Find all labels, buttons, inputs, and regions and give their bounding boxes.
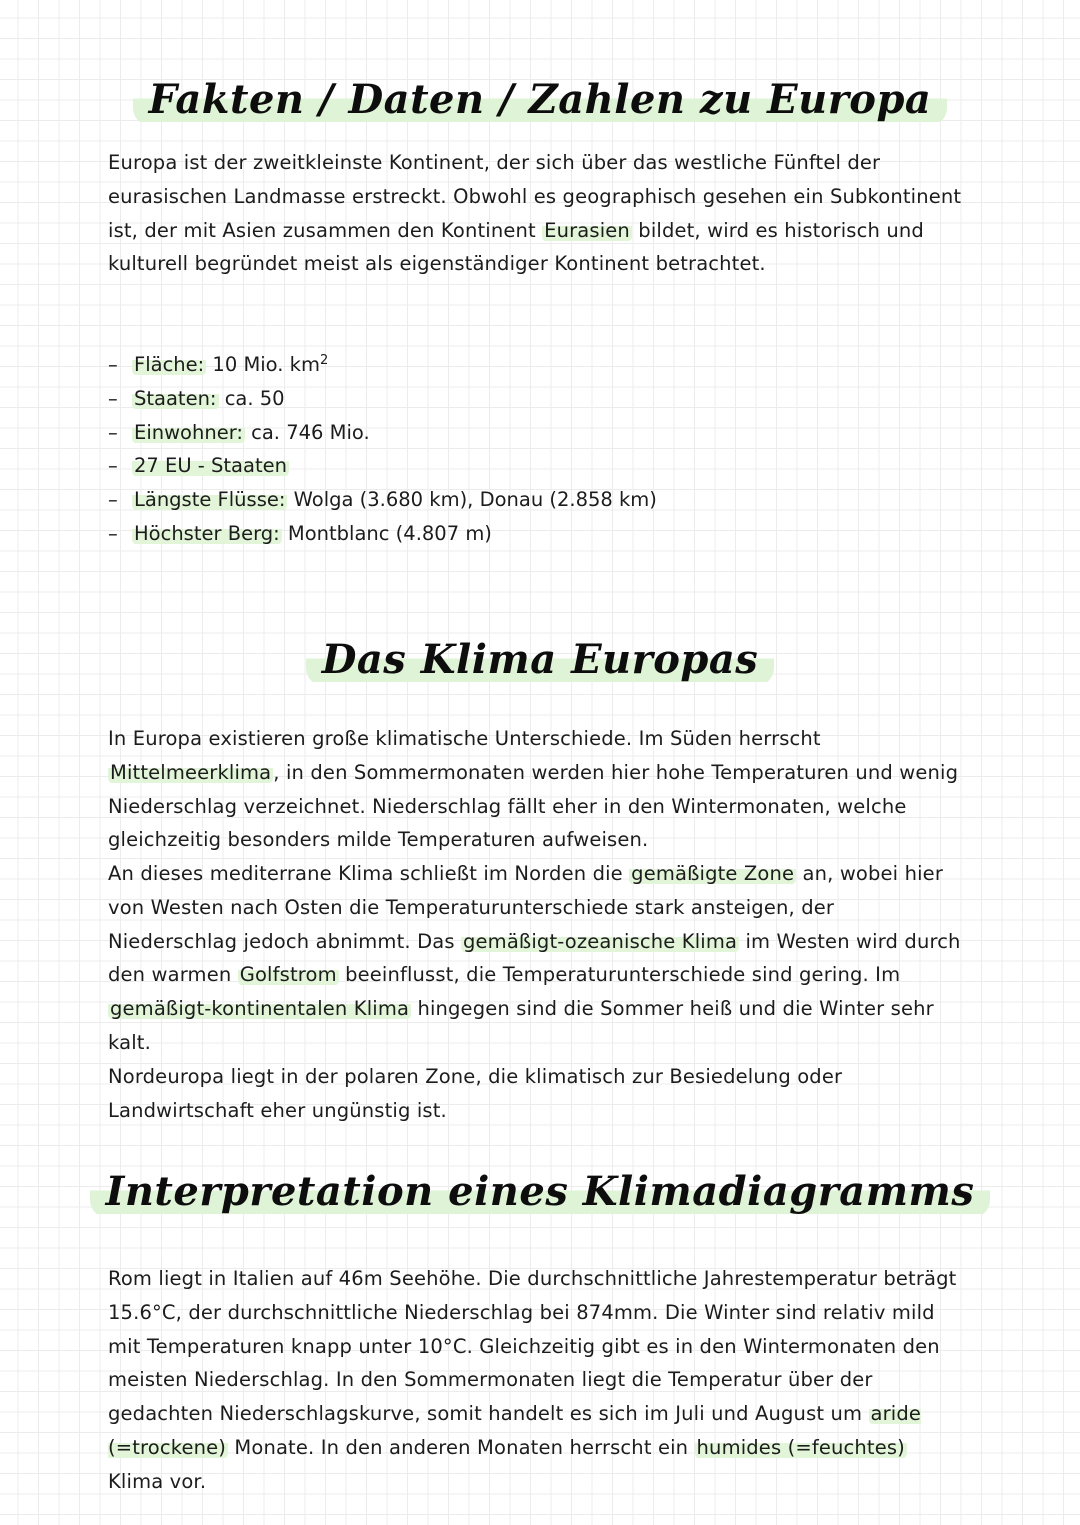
section-climate-diagram: [0, 1168, 1080, 1218]
climate-paragraph-3: [108, 1060, 968, 1128]
fact-item-eu-states: [108, 449, 657, 483]
fact-label: 27 EU - Staaten: [134, 454, 287, 478]
climate-text: hingegen sind die Sommer heiß und die Winter sehr kalt.: [108, 997, 934, 1054]
dash-mark: –: [108, 454, 118, 478]
highlight-kontinental: gemäßigt-kontinentalen Klima: [110, 997, 410, 1021]
fact-value: Montblanc (4.807 m): [281, 521, 492, 545]
fact-label: Einwohner:: [134, 420, 243, 444]
fact-superscript: 2: [319, 353, 329, 368]
climate-text: In Europa existieren große klimatische Unterschiede. Im Süden herrscht: [108, 727, 821, 750]
intro-text-1: Europa ist der zweitkleinste Kontinent, der sich über das westliche Fünftel der eurasischen Landmasse erstreckt. Obwohl es geographisch gesehen ein Subkontinent ist, der mit Asien zusammen den Kontinent: [108, 151, 962, 242]
fact-value: ca. 746 Mio.: [244, 420, 370, 444]
highlight-aride: aride (=trockene): [108, 1402, 922, 1459]
section-europe-facts: [0, 76, 1080, 126]
heading-climate: Das Klima Europas: [306, 636, 775, 686]
diagram-text: Klima vor.: [108, 1469, 207, 1493]
diagram-text: Rom liegt in Italien auf 46m Seehöhe. Die durchschnittliche Jahrestemperatur beträgt 15.6°C, der durchschnittliche Niederschlag bei 874mm. Die Winter sind relativ mild mit Temperaturen knapp unter 10°C. Gleichzeitig gibt es in den Wintermonaten den meisten Niederschlag. In den Sommermonaten liegt die Temperatur über der gedachten Niederschlagskurve, somit handelt es sich im Juli und August um: [108, 1267, 957, 1426]
highlight-humides: humides (=feuchtes): [696, 1435, 905, 1459]
dash-mark: –: [108, 353, 118, 376]
highlight-golfstrom: Golfstrom: [239, 963, 337, 987]
intro-paragraph: [108, 146, 968, 281]
diagram-paragraph: [108, 1262, 968, 1499]
dash-mark: –: [108, 521, 118, 545]
fact-label: Längste Flüsse:: [134, 488, 286, 512]
fact-item-population: [108, 416, 657, 450]
section-climate: [0, 636, 1080, 686]
climate-text: An dieses mediterrane Klima schließt im Norden die: [108, 862, 630, 885]
climate-paragraph-2: [108, 857, 968, 1060]
heading-facts: Fakten / Daten / Zahlen zu Europa: [133, 76, 948, 126]
fact-item-states: [108, 382, 657, 416]
fact-label: Fläche:: [134, 353, 205, 376]
climate-text: Nordeuropa liegt in der polaren Zone, die klimatisch zur Besiedelung oder Landwirtschaft eher ungünstig ist.: [108, 1065, 843, 1122]
highlight-gemaessigte-zone: gemäßigte Zone: [631, 862, 795, 885]
fact-value: ca. 50: [218, 386, 285, 410]
climate-text: an, wobei hier von Westen nach Osten die Temperaturunterschiede stark ansteigen, der Niederschlag jedoch abnimmt. Das: [108, 862, 943, 953]
heading-climate-diagram: Interpretation eines Klimadiagramms: [90, 1168, 991, 1218]
fact-item-rivers: [108, 483, 657, 517]
diagram-text: Monate. In den anderen Monaten herrscht ein: [228, 1435, 695, 1459]
climate-text: , in den Sommermonaten werden hier hohe Temperaturen und wenig Niederschlag verzeichnet. Niederschlag fällt eher in den Wintermonaten, welche gleichzeitig besonders milde Temperaturen aufweisen.: [108, 760, 959, 852]
dash-mark: –: [108, 420, 118, 444]
dash-mark: –: [108, 386, 118, 410]
fact-label: Höchster Berg:: [134, 521, 280, 545]
fact-item-area: [108, 348, 657, 382]
highlight-ozeanisch: gemäßigt-ozeanische Klima: [463, 929, 738, 953]
fact-value: 10 Mio. km: [206, 353, 320, 376]
climate-text: im Westen wird durch den warmen: [108, 929, 961, 987]
fact-label: Staaten:: [134, 386, 217, 410]
fact-value: Wolga (3.680 km), Donau (2.858 km): [287, 488, 657, 512]
climate-paragraph-1: [108, 722, 968, 857]
highlight-eurasien: Eurasien: [544, 218, 630, 242]
intro-text-2: bildet, wird es historisch und kulturell begründet meist als eigenständiger Kontinent betrachtet.: [108, 218, 924, 276]
climate-text: beeinflusst, die Temperaturunterschiede sind gering. Im: [338, 963, 901, 987]
facts-list: [108, 348, 657, 551]
dash-mark: –: [108, 488, 118, 512]
highlight-mittelmeerklima: Mittelmeerklima: [110, 760, 272, 784]
fact-item-mountain: [108, 517, 657, 551]
